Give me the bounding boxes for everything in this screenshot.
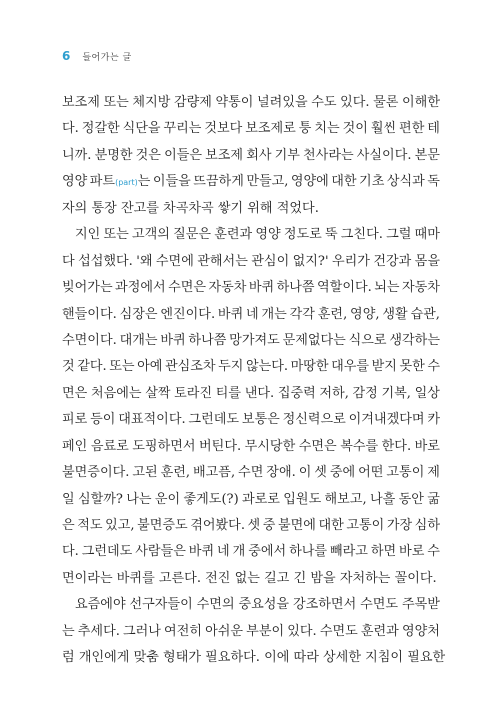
text-word: 망가져도 bbox=[229, 332, 280, 348]
text-word: 훈련과 bbox=[360, 623, 399, 639]
text-word: 제 bbox=[427, 465, 440, 481]
text-word: 테 bbox=[427, 121, 440, 137]
text-word: 일 bbox=[62, 491, 75, 507]
text-word: 없지?' bbox=[292, 253, 329, 269]
paragraph bbox=[62, 592, 446, 671]
text-word: 있다. bbox=[340, 95, 370, 110]
text-word: 두지 bbox=[218, 359, 244, 375]
text-word: 정신력으로 bbox=[282, 412, 346, 428]
text-line bbox=[62, 302, 440, 328]
text-word: 만들고, bbox=[246, 174, 289, 190]
text-word: 전진 bbox=[205, 570, 235, 586]
text-word: 기초 bbox=[359, 174, 385, 190]
text-line bbox=[62, 407, 440, 433]
text-word: 수면은 bbox=[168, 280, 207, 296]
text-word: 대개는 bbox=[119, 332, 158, 348]
text-word: 수 bbox=[427, 359, 440, 375]
text-word: 수 bbox=[427, 544, 440, 560]
text-word: 면이라는 bbox=[62, 570, 117, 586]
text-word: 쌓기 bbox=[217, 200, 248, 216]
text-word: 바퀴 bbox=[217, 306, 244, 322]
text-word: 못한 bbox=[399, 359, 425, 375]
text-word: 살짝 bbox=[145, 385, 171, 401]
text-word: 하나를 bbox=[289, 544, 328, 560]
text-word: 한다. bbox=[381, 438, 412, 454]
text-word: 필요하다. bbox=[205, 650, 265, 666]
text-word: 핸들이다. bbox=[62, 306, 117, 322]
text-line bbox=[62, 619, 440, 645]
text-word: 널려있을 bbox=[257, 95, 308, 110]
text-word: 형태가 bbox=[163, 650, 206, 666]
text-word: 고통이 bbox=[386, 465, 425, 481]
text-word: 건강과 bbox=[373, 253, 412, 269]
text-word: 심하 bbox=[414, 518, 440, 533]
text-word: 처음에는 bbox=[90, 385, 142, 401]
text-word: 다 bbox=[62, 253, 75, 269]
text-word: 어떤 bbox=[358, 465, 384, 481]
text-word: 니까. bbox=[62, 147, 92, 163]
text-word: 관심조차 bbox=[164, 359, 216, 375]
text-word: 문제없다는 bbox=[282, 332, 346, 348]
text-word: 음료로 bbox=[90, 438, 129, 454]
text-line bbox=[62, 381, 440, 407]
text-word: 상세한 bbox=[323, 650, 366, 666]
text-line bbox=[62, 434, 440, 460]
inline-annotation: (part) bbox=[115, 178, 138, 188]
text-word: 꼴이다. bbox=[394, 570, 437, 586]
text-word: 통장 bbox=[91, 200, 121, 216]
page-number: 6 bbox=[62, 49, 71, 63]
text-word: 고된 bbox=[132, 465, 158, 481]
text-word: 정도로 bbox=[283, 227, 322, 243]
text-word: 본문 bbox=[414, 147, 440, 163]
text-word: 대한 bbox=[318, 518, 344, 533]
text-word: 나는 bbox=[126, 491, 152, 507]
text-word: 있고, bbox=[105, 518, 135, 533]
text-word: 럼 bbox=[62, 650, 79, 666]
text-word: 대표적이다. bbox=[118, 412, 186, 428]
text-word: 식단을 bbox=[122, 121, 161, 137]
text-word: 지인 bbox=[75, 227, 101, 243]
text-word: 나흘 bbox=[369, 491, 396, 507]
text-word: 페인 bbox=[62, 438, 88, 454]
text-word: 체지방 bbox=[132, 95, 171, 110]
text-word: 강조하면서 bbox=[292, 597, 357, 613]
text-word: 없는 bbox=[234, 570, 265, 586]
text-word: 기복, bbox=[381, 385, 411, 401]
text-word: 뚝 bbox=[324, 227, 338, 243]
text-word: 고통이 bbox=[346, 518, 385, 533]
text-word: 하나쯤 bbox=[188, 332, 227, 348]
text-word: 수면은 bbox=[298, 438, 337, 454]
body-text bbox=[62, 90, 446, 672]
text-word: 영양에 bbox=[290, 174, 329, 190]
text-word: 장애. bbox=[266, 465, 296, 481]
text-word: 지침이 bbox=[365, 650, 408, 666]
text-word: 좋게도(?) bbox=[183, 491, 239, 507]
text-word: 입원도 bbox=[283, 491, 322, 507]
text-word: 그런데도 bbox=[188, 412, 240, 428]
text-word: 버틴다. bbox=[199, 438, 242, 454]
text-word: 수면이다. bbox=[62, 332, 117, 348]
text-word: 빚어가는 bbox=[62, 280, 113, 296]
text-word: 낸다. bbox=[244, 385, 275, 401]
text-word: 네 bbox=[246, 306, 259, 322]
text-word: 있다. bbox=[287, 623, 317, 639]
text-word: 관해서는 bbox=[197, 253, 248, 269]
text-word: 훈련, bbox=[160, 465, 191, 481]
text-word: 대우를 bbox=[331, 359, 370, 375]
text-word: 가장 bbox=[386, 518, 413, 533]
text-word: 바퀴 bbox=[248, 280, 275, 296]
text-word: 이겨내겠다며 bbox=[348, 412, 425, 428]
text-word: 무시당한 bbox=[244, 438, 296, 454]
text-word: 다. bbox=[62, 544, 79, 560]
text-word: 몸을 bbox=[414, 253, 440, 269]
text-word: 생각하는 bbox=[389, 332, 440, 348]
text-word: 일상 bbox=[414, 385, 440, 401]
text-word: 수도 bbox=[311, 95, 337, 110]
text-word: 위해 bbox=[247, 200, 277, 216]
text-word: 또는 bbox=[103, 95, 129, 110]
text-word: 동안 bbox=[398, 491, 424, 507]
text-word: 파트(part)는 bbox=[89, 174, 151, 190]
text-word: 영양, bbox=[350, 306, 380, 322]
text-word: 영양 bbox=[62, 174, 88, 190]
text-word: 섭섭했다. bbox=[78, 253, 133, 269]
text-word: 훈련과 bbox=[214, 227, 253, 243]
text-word: 생활 bbox=[382, 306, 408, 322]
text-word: 마땅한 bbox=[290, 359, 329, 375]
text-word: 다. bbox=[62, 121, 79, 137]
text-word: 편한 bbox=[399, 121, 425, 137]
text-word: 등이 bbox=[90, 412, 116, 428]
text-word: 바퀴 bbox=[188, 544, 215, 560]
text-word: 이들은 bbox=[164, 147, 203, 163]
text-line bbox=[62, 222, 440, 248]
text-word: 피로 bbox=[62, 412, 88, 428]
text-line bbox=[62, 196, 440, 222]
text-line bbox=[62, 354, 440, 380]
text-word: 때마 bbox=[414, 227, 440, 243]
text-word: 또는 bbox=[103, 227, 129, 243]
text-word: 추세다. bbox=[77, 623, 120, 639]
text-word: 것 bbox=[62, 359, 75, 375]
text-word: 굶 bbox=[427, 491, 440, 507]
text-word: 중 bbox=[262, 518, 276, 533]
text-word: 감정 bbox=[352, 385, 378, 401]
text-word: 바로 bbox=[414, 438, 440, 454]
text-word: 퉁 bbox=[298, 121, 312, 137]
text-word: 빼라고 bbox=[329, 544, 368, 560]
text-word: 고객의 bbox=[131, 227, 170, 243]
text-word: 엔진이다. bbox=[160, 306, 216, 322]
text-word: 아예 bbox=[137, 359, 163, 375]
text-word: 뇌는 bbox=[374, 280, 400, 296]
text-word: 약통이 bbox=[215, 95, 254, 110]
text-word: 여전히 bbox=[164, 623, 202, 639]
text-line bbox=[62, 645, 446, 671]
text-word: 꾸리는 bbox=[163, 121, 202, 137]
text-word: 영양 bbox=[255, 227, 281, 243]
text-word: 뜨끔하게 bbox=[193, 174, 244, 190]
text-word: 중요성을 bbox=[238, 597, 290, 613]
text-word: 이에 bbox=[264, 650, 294, 666]
text-word: 것은 bbox=[135, 147, 161, 163]
text-word: 자처하는 bbox=[339, 570, 395, 586]
text-word: 집중력 bbox=[277, 385, 316, 401]
text-word: 차곡차곡 bbox=[163, 200, 218, 216]
text-word: 해보고, bbox=[324, 491, 367, 507]
text-word: 습관, bbox=[410, 306, 440, 322]
text-word: 주목받 bbox=[401, 597, 440, 613]
text-word: 이해한 bbox=[402, 95, 440, 110]
text-word: 보통은 bbox=[241, 412, 280, 428]
text-word: 천사라는 bbox=[303, 147, 354, 163]
text-word: 수면도 bbox=[319, 623, 358, 639]
text-line bbox=[62, 90, 440, 116]
text-word: 바퀴를 bbox=[116, 570, 159, 586]
text-word: 운이 bbox=[154, 491, 181, 507]
text-word: 수면 bbox=[238, 465, 264, 481]
text-word: 하면 bbox=[370, 544, 397, 560]
text-line bbox=[62, 513, 440, 539]
text-word: 네 bbox=[217, 544, 230, 560]
text-word: 셋 bbox=[247, 518, 261, 533]
text-word: 아쉬운 bbox=[205, 623, 244, 639]
text-word: 물론 bbox=[373, 95, 399, 110]
text-word: 배고픔, bbox=[193, 465, 236, 481]
text-word: 밤을 bbox=[310, 570, 340, 586]
text-word: 적었다. bbox=[276, 200, 319, 216]
text-word: 훈련, bbox=[317, 306, 348, 322]
text-word: 치는 bbox=[314, 121, 340, 137]
text-word: 복수를 bbox=[340, 438, 379, 454]
text-word: 자의 bbox=[62, 200, 92, 216]
text-word: 것보다 bbox=[204, 121, 243, 137]
text-word: 은 bbox=[62, 518, 75, 533]
text-word: 그런데도 bbox=[81, 544, 133, 560]
text-word: 정갈한 bbox=[81, 121, 120, 137]
text-word: 잔고를 bbox=[120, 200, 164, 216]
text-word: 저하, bbox=[319, 385, 349, 401]
text-word: 보조제 bbox=[62, 95, 100, 110]
text-line bbox=[62, 487, 440, 513]
text-word: 영양처 bbox=[401, 623, 440, 639]
text-line bbox=[62, 592, 440, 618]
text-word: 그럴 bbox=[386, 227, 412, 243]
text-word: 이 bbox=[298, 465, 312, 481]
text-word: 감량제 bbox=[173, 95, 212, 110]
text-word: 부분이 bbox=[246, 623, 285, 639]
text-word: 분명한 bbox=[94, 147, 133, 163]
text-word: 보조제로 bbox=[245, 121, 296, 137]
text-line bbox=[62, 143, 440, 169]
text-line bbox=[62, 169, 440, 195]
text-word: 는 bbox=[62, 623, 75, 639]
text-word: 고른다. bbox=[158, 570, 206, 586]
text-word: 독 bbox=[427, 174, 440, 190]
text-word: '왜 bbox=[136, 253, 153, 269]
text-word: 사람들은 bbox=[135, 544, 186, 560]
text-word: 또는 bbox=[109, 359, 135, 375]
text-line bbox=[62, 328, 440, 354]
text-word: 과정에서 bbox=[115, 280, 166, 296]
text-word: 심할까? bbox=[77, 491, 123, 507]
text-word: 도핑하면서 bbox=[132, 438, 196, 454]
text-line bbox=[62, 460, 440, 486]
text-word: 토라진 bbox=[174, 385, 213, 401]
text-word: 수면의 bbox=[196, 597, 235, 613]
text-word: 그러나 bbox=[122, 623, 161, 639]
text-word: 같다. bbox=[77, 359, 107, 375]
text-word: 카 bbox=[427, 412, 440, 428]
text-word: 길고 bbox=[264, 570, 294, 586]
text-word: 바로 bbox=[399, 544, 425, 560]
text-word: 않는다. bbox=[245, 359, 289, 375]
text-word: 식으로 bbox=[348, 332, 387, 348]
paragraph bbox=[62, 222, 440, 592]
text-word: 바퀴 bbox=[160, 332, 186, 348]
text-word: 필요한 bbox=[407, 650, 446, 666]
text-word: 셋 bbox=[314, 465, 327, 481]
text-word: 자동차 bbox=[401, 280, 440, 296]
text-word: 개인에게 bbox=[78, 650, 134, 666]
text-word: 질문은 bbox=[173, 227, 212, 243]
text-word: 받지 bbox=[371, 359, 397, 375]
text-word: 맞춤 bbox=[133, 650, 164, 666]
text-word: 보조제 bbox=[205, 147, 244, 163]
text-word: 적도 bbox=[77, 518, 103, 533]
paragraph bbox=[62, 90, 440, 222]
text-word: 상식과 bbox=[386, 174, 425, 190]
text-word: 중에 bbox=[329, 465, 356, 481]
text-word: 긴 bbox=[293, 570, 311, 586]
text-word: 겪어봤다. bbox=[190, 518, 245, 533]
text-word: 하나쯤 bbox=[276, 280, 315, 296]
text-word: 중에서 bbox=[248, 544, 287, 560]
text-word: 수면에 bbox=[155, 253, 194, 269]
text-word: 역할이다. bbox=[317, 280, 372, 296]
running-header bbox=[62, 49, 132, 63]
text-word: 면은 bbox=[62, 385, 88, 401]
text-word: 티를 bbox=[215, 385, 242, 401]
text-word: 과로로 bbox=[242, 491, 280, 507]
text-line bbox=[62, 566, 440, 592]
text-word: 것이 bbox=[342, 121, 368, 137]
text-line bbox=[62, 539, 440, 565]
text-word: 각각 bbox=[289, 306, 315, 322]
text-word: 선구자들이 bbox=[129, 597, 193, 613]
text-word: 따라 bbox=[293, 650, 324, 666]
text-word: 불면증도 bbox=[137, 518, 188, 533]
text-word: 요즘에야 bbox=[75, 597, 126, 613]
text-word: 대한 bbox=[331, 174, 357, 190]
text-word: 사실이다. bbox=[356, 147, 412, 163]
text-word: 그친다. bbox=[340, 227, 383, 243]
text-line bbox=[62, 275, 440, 301]
text-word: 관심이 bbox=[251, 253, 290, 269]
text-word: 회사 bbox=[246, 147, 272, 163]
text-word: 기부 bbox=[274, 147, 300, 163]
text-word: 불면에 bbox=[277, 518, 316, 533]
text-word: 수면도 bbox=[360, 597, 399, 613]
text-word: 이들을 bbox=[152, 174, 191, 190]
text-word: 자동차 bbox=[208, 280, 247, 296]
text-word: 개 bbox=[232, 544, 246, 560]
text-word: 심장은 bbox=[119, 306, 158, 322]
text-word: 훨씬 bbox=[370, 121, 397, 137]
text-word: 개는 bbox=[261, 306, 287, 322]
chapter-title: 들어가는 글 bbox=[82, 52, 132, 63]
text-word: 우리가 bbox=[331, 253, 370, 269]
text-line bbox=[62, 116, 440, 142]
text-word: 불면증이다. bbox=[62, 465, 130, 481]
text-line bbox=[62, 249, 440, 275]
